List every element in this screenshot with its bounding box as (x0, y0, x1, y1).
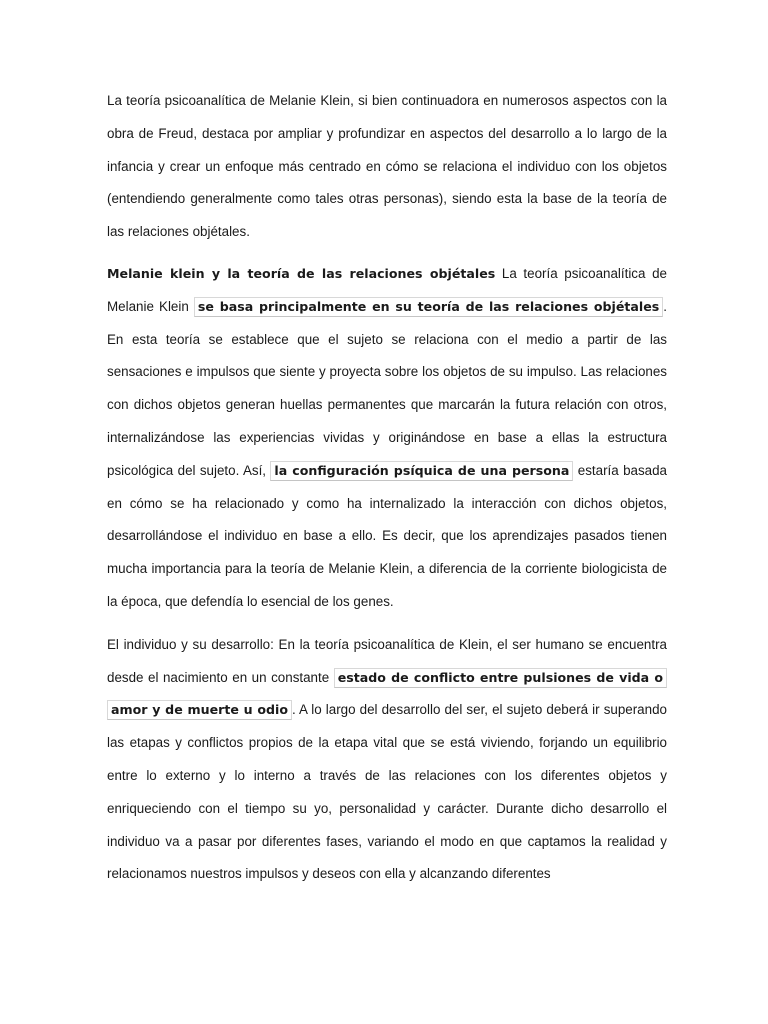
paragraph-text: . A lo largo del desarrollo del ser, el sujeto deberá ir superando las etapas y conflictos propios de la etapa vital que se está viviendo, forjando un equilibrio entre lo externo y lo interno a través de las relaciones con los diferentes objetos y enriqueciendo con el tiempo su yo, personalidad y carácter. Durante dicho desarrollo el individuo va a pasar por diferentes fases, variando el modo en que captamos la realidad y relacionamos nuestros impulsos y deseos con ella y alcanzando diferentes (107, 702, 667, 882)
highlighted-phrase: la configuración psíquica de una persona (270, 461, 573, 481)
highlighted-phrase: estado de conflicto entre pulsiones de vida o amor y de muerte u odio (107, 668, 667, 721)
paragraph-text: La teoría psicoanalítica de Melanie Klein (107, 265, 667, 314)
document-page (107, 85, 667, 901)
paragraph-development (107, 629, 667, 891)
paragraph-object-relations (107, 258, 667, 619)
highlighted-phrase: se basa principalmente en su teoría de las relaciones objétales (194, 297, 663, 317)
paragraph-intro (107, 85, 667, 249)
paragraph-text: La teoría psicoanalítica de Melanie Klein, si bien continuadora en numerosos aspectos con la obra de Freud, destaca por ampliar y profundizar en aspectos del desarrollo a lo largo de la infancia y crear un enfoque más centrado en cómo se relaciona el individuo con los objetos (entendiendo generalmente como tales otras personas), siendo esta la base de la teoría de las relaciones objétales. (107, 93, 667, 240)
paragraph-text: El individuo y su desarrollo: En la teoría psicoanalítica de Klein, el ser humano se encuentra desde el nacimiento en un constante (107, 636, 667, 685)
paragraph-text: . En esta teoría se establece que el sujeto se relaciona con el medio a partir de las sensaciones e impulsos que siente y proyecta sobre los objetos de su impulso. Las relaciones con dichos objetos generan huellas permanentes que marcarán la futura relación con otros, internalizándose las experiencias vividas y originándose en base a ellas la estructura psicológica del sujeto. Así, (107, 298, 667, 478)
paragraph-text: estaría basada en cómo se ha relacionado y como ha internalizado la interacción con dichos objetos, desarrollándose el individuo en base a ello. Es decir, que los aprendizajes pasados tienen mucha importancia para la teoría de Melanie Klein, a diferencia de la corriente biologicista de la época, que defendía lo esencial de los genes. (107, 462, 668, 609)
section-heading-object-relations: Melanie klein y la teoría de las relaciones objétales (107, 265, 496, 281)
